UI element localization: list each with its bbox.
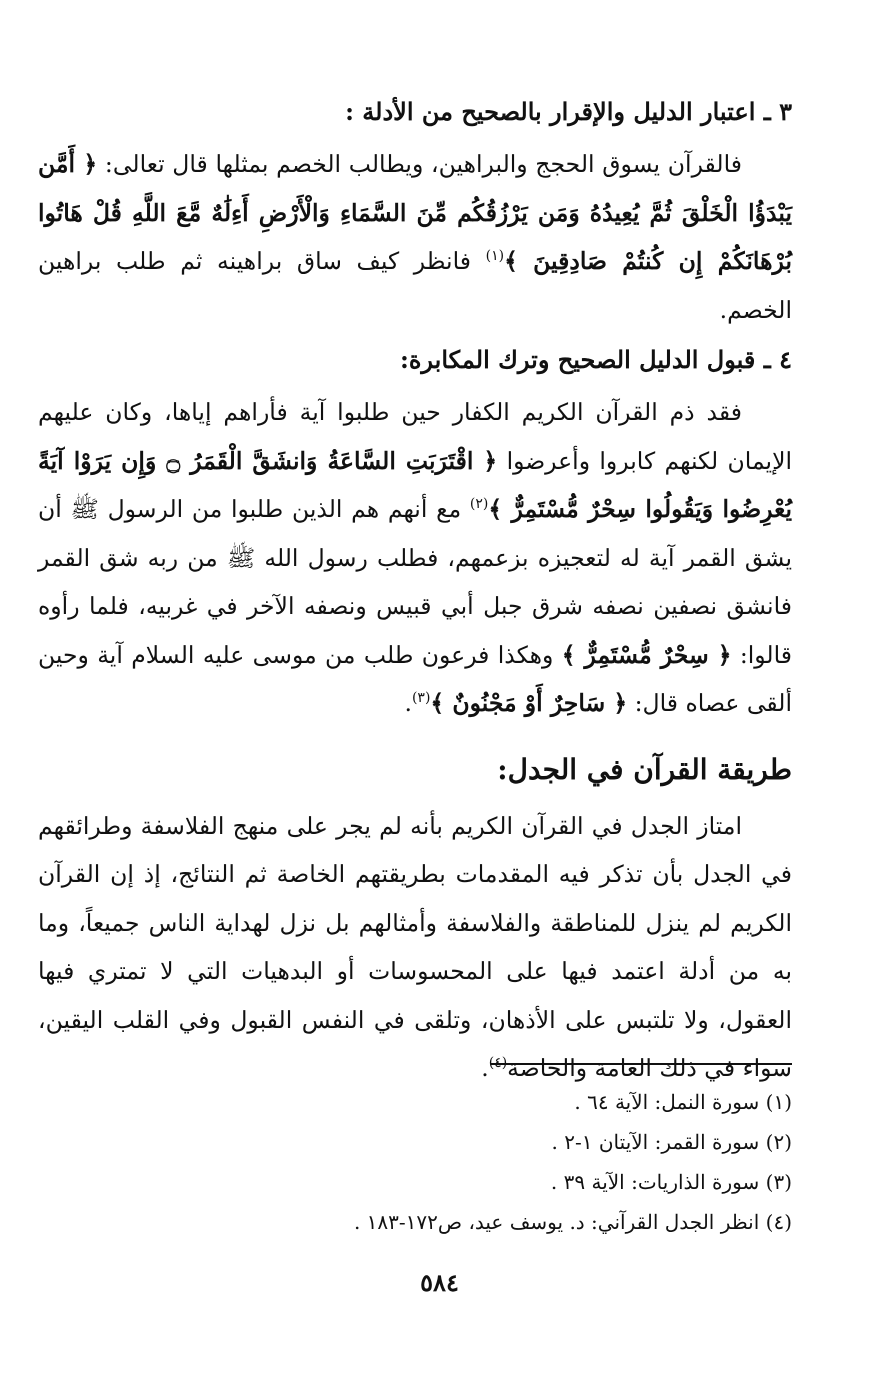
main-text (38, 92, 792, 1093)
paragraph-text: فانظر كيف ساق براهينه ثم طلب براهين الخصم. (38, 247, 792, 324)
footnote-ref: (١) (485, 248, 505, 265)
footnote-2: (٢) سورة القمر: الآيتان ١-٢ . (551, 1130, 792, 1154)
paragraph-text: فالقرآن يسوق الحجج والبراهين، ويطالب الخصم بمثلها قال تعالى: (104, 150, 742, 178)
quran-verse: ﴿ أَمَّن يَبْدَؤُا الْخَلْقَ ثُمَّ يُعِيدُهُ وَمَن يَرْزُقُكُم مِّنَ السَّمَاءِ وَالْأَرْضِ أَءِلَٰهٌ مَّعَ اللَّهِ قُلْ هَاتُوا بُرْهَانَكُمْ إِن كُنتُمْ صَادِقِينَ ﴾ (38, 150, 792, 275)
paragraph-method (38, 802, 792, 1093)
paragraph-text: امتاز الجدل في القرآن الكريم بأنه لم يجر على منهج الفلاسفة وطرائقهم في الجدل بأن تذكر فيه المقدمات بطريقتهم الخاصة ثم النتائج، إذ إن القرآن الكريم لم ينزل للمناطقة والفلاسفة وأمثالهم بل نزل لهداية الناس جميعاً، وما به من أدلة اعتمد فيها على المحسوسات أو البدهيات التي لا تمتري فيها العقول، ولا تلتبس على الأذهان، وتلقى في النفس القبول وفي القلب اليقين، سواء في ذلك العامة والخاصة (38, 811, 792, 1082)
section-title: طريقة القرآن في الجدل: (497, 752, 792, 786)
period: . (481, 1054, 489, 1082)
paragraph-acceptance (38, 388, 792, 728)
footnote-4: (٤) انظر الجدل القرآني: د. يوسف عيد، ص١٧٢-١٨٣ . (353, 1210, 792, 1234)
quran-verse: ﴿ سِحْرٌ مُّسْتَمِرٌّ ﴾ (561, 640, 732, 669)
subheading-3: ٣ ـ اعتبار الدليل والإقرار بالصحيح من الأدلة : (345, 97, 792, 126)
footnote-3: (٣) سورة الذاريات: الآية ٣٩ . (550, 1170, 792, 1194)
footnote-ref: (٤) (488, 1055, 508, 1072)
paragraph-text: فقد ذم القرآن الكريم الكفار حين طلبوا آية فأراهم إياها، وكان عليهم الإيمان لكنهم كابروا وأعرضوا (38, 398, 792, 475)
quran-verse: ﴿ اقْتَرَبَتِ السَّاعَةُ وَانشَقَّ الْقَمَرُ ۝ وَإِن يَرَوْا آيَةً يُعْرِضُوا وَيَقُولُوا سِحْرٌ مُّسْتَمِرٌّ ﴾ (38, 446, 792, 523)
footnote-ref: (٢) (469, 496, 489, 513)
footnote-separator (491, 1063, 792, 1065)
footnote-1: (١) سورة النمل: الآية ٦٤ . (574, 1090, 792, 1114)
paragraph-text: مع أنهم هم الذين طلبوا من الرسول ﷺ أن يشق القمر آية له لتعجيزه بزعمهم، فطلب رسول الله ﷺ من ربه شق القمر فانشق نصفين نصفه شرق جبل أبي قبيس ونصفه الآخر في غربيه، فلما رأوه قالوا: (38, 495, 792, 669)
subheading-4: ٤ ـ قبول الدليل الصحيح وترك المكابرة: (399, 345, 792, 374)
footnote-ref: (٣) (411, 690, 431, 707)
paragraph-evidence (38, 140, 792, 334)
period: . (404, 689, 412, 717)
page-number: ٥٨٤ (420, 1268, 459, 1297)
paragraph-text: وهكذا فرعون طلب من موسى عليه السلام آية وحين ألقى عصاه قال: (38, 640, 792, 717)
quran-verse: ﴿ سَاحِرٌ أَوْ مَجْنُونٌ ﴾ (430, 689, 628, 717)
footnotes (200, 1082, 792, 1242)
